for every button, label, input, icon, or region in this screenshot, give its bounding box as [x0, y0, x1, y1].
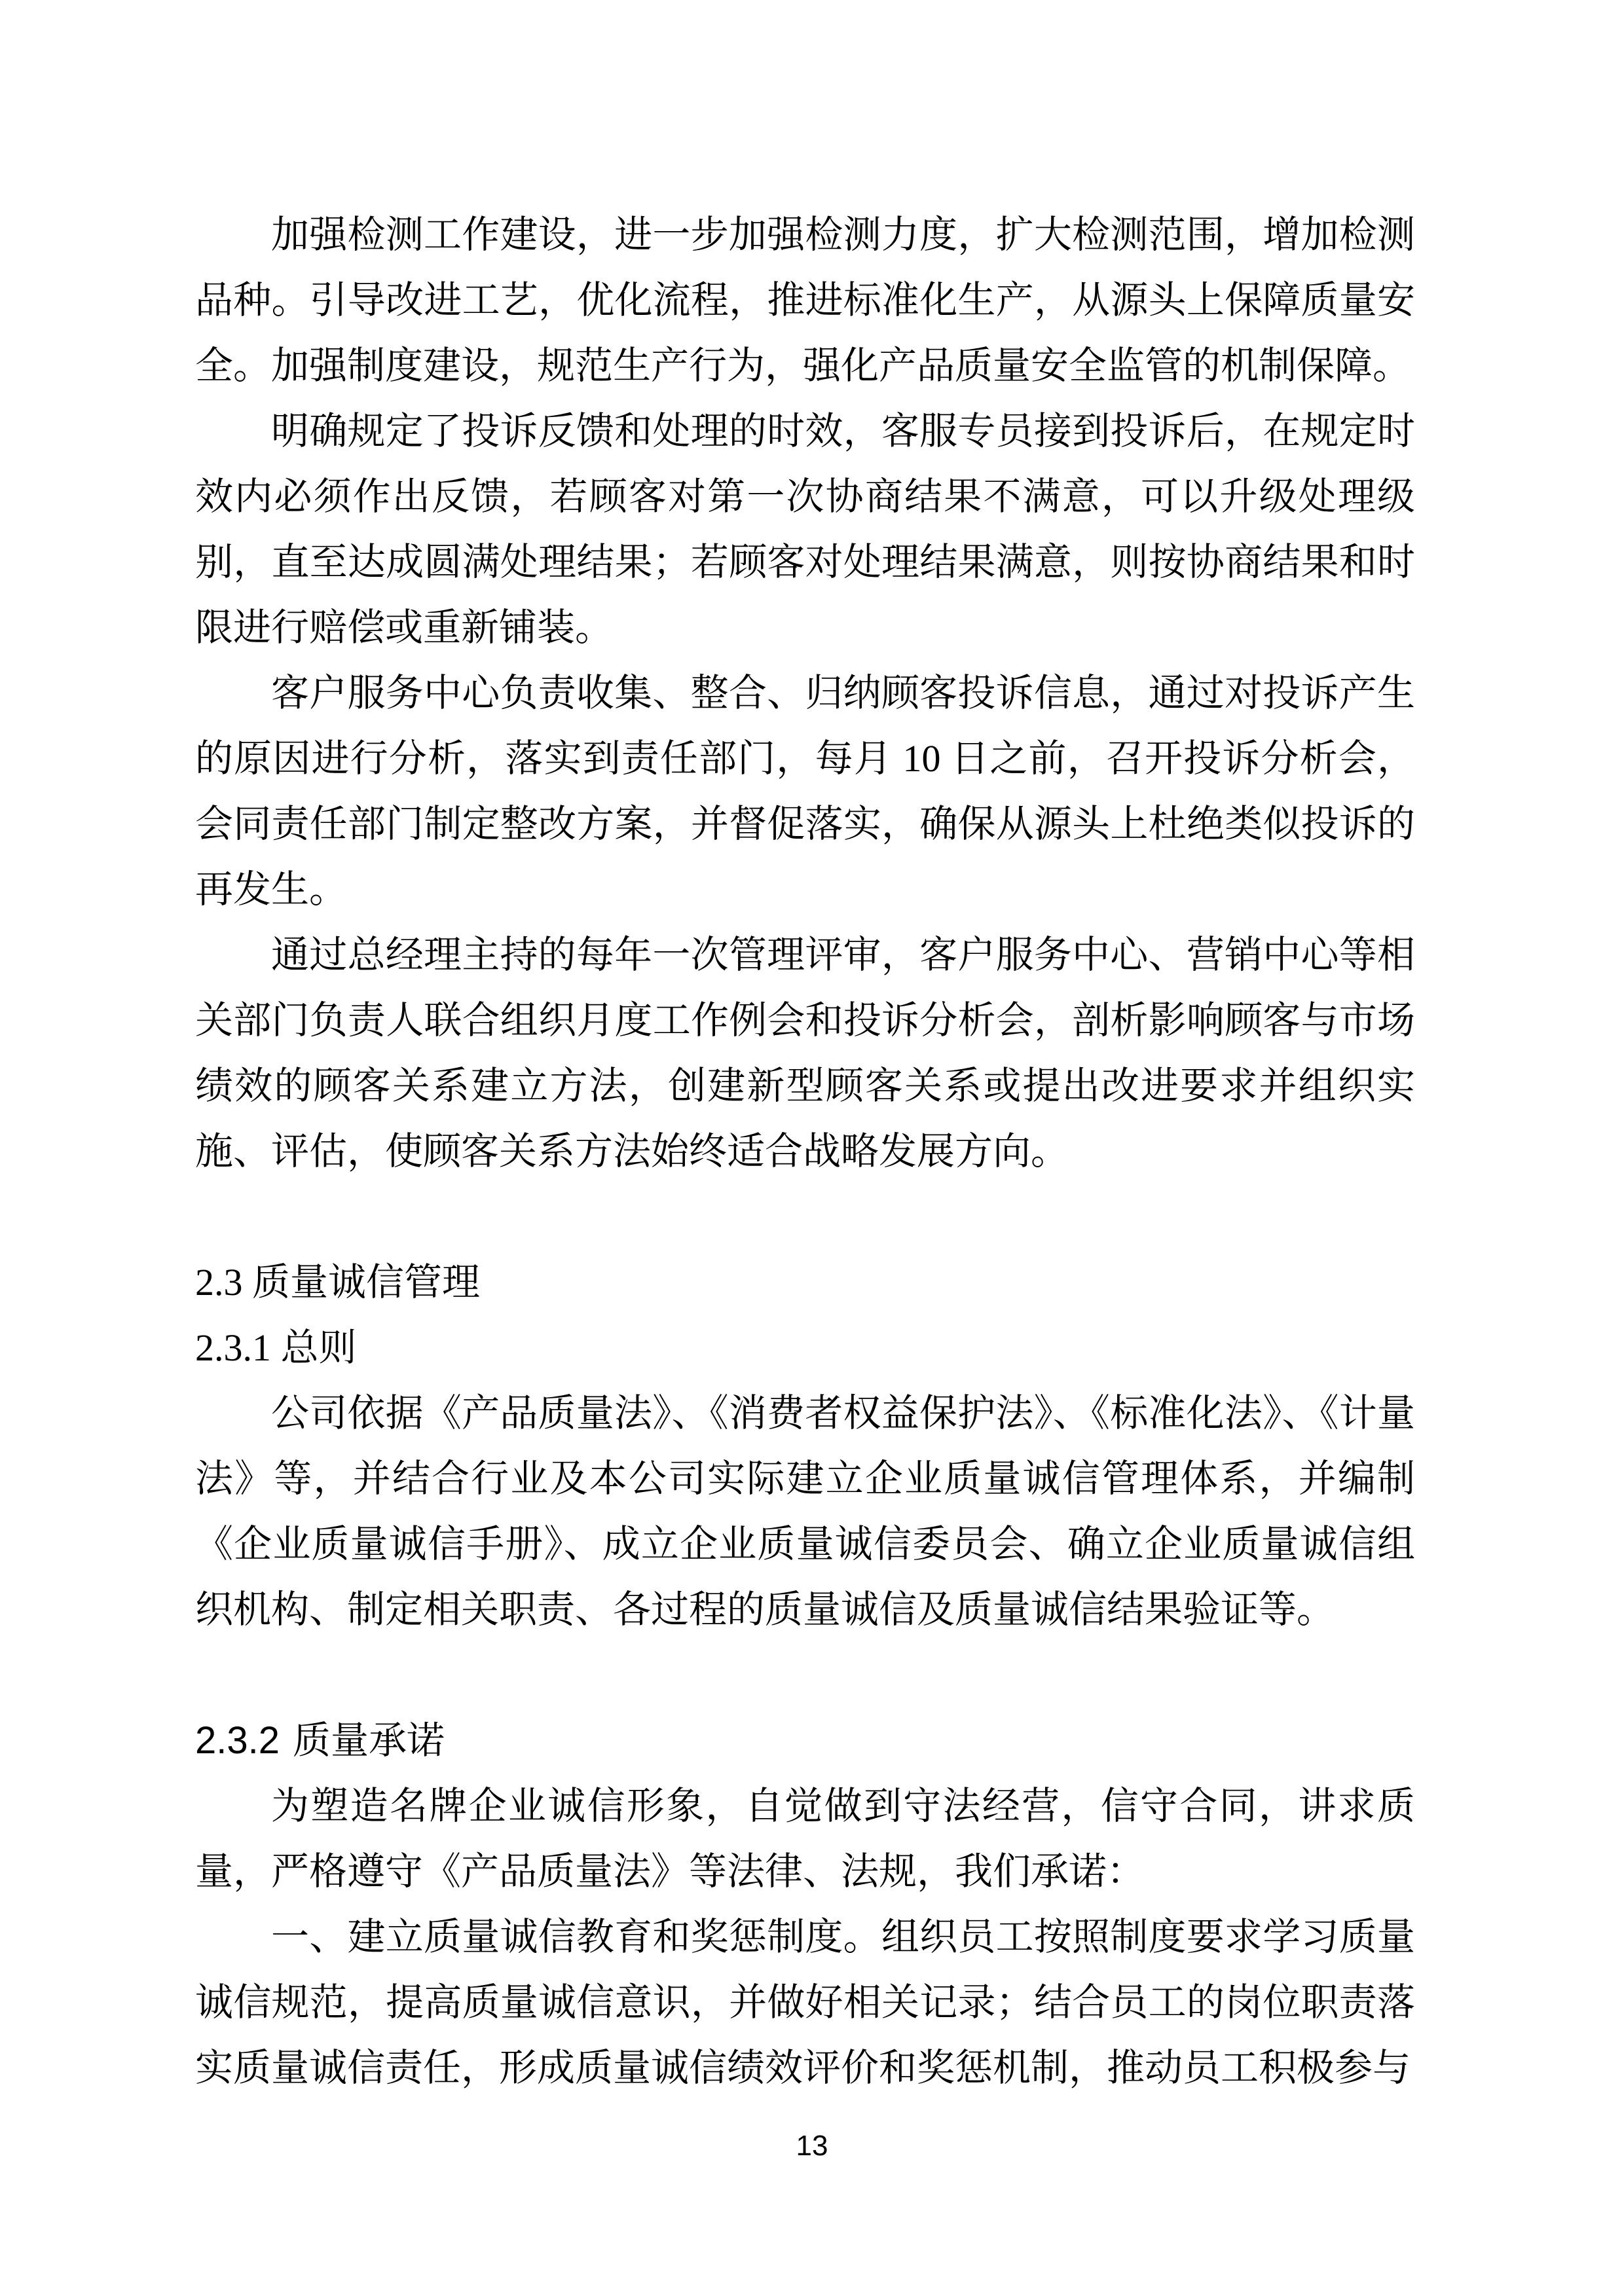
section-heading-2-3-2-number: 2.3.2 — [195, 1719, 280, 1762]
paragraph-pledge-item-one: 一、建立质量诚信教育和奖惩制度。组织员工按照制度要求学习质量诚信规范，提高质量诚信意识，并做好相关记录；结合员工的岗位职责落实质量诚信责任，形成质量诚信绩效评价和奖惩机制，推动员工积极参与 — [195, 1916, 1415, 2089]
paragraph-inspection-strengthening: 加强检测工作建设，进一步加强检测力度，扩大检测范围，增加检测品种。引导改进工艺，优化流程，推进标准化生产，从源头上保障质量安全。加强制度建设，规范生产行为，强化产品质量安全监管的机制保障。 — [195, 213, 1415, 387]
page-number: 13 — [796, 2130, 828, 2162]
paragraph-legal-basis: 公司依据《产品质量法》、《消费者权益保护法》、《标准化法》、《计量法》等，并结合行业及本公司实际建立企业质量诚信管理体系，并编制《企业质量诚信手册》、成立企业质量诚信委员会、确立企业质量诚信组织机构、制定相关职责、各过程的质量诚信及质量诚信结果验证等。 — [195, 1392, 1415, 1631]
paragraph-quality-pledge-intro: 为塑造名牌企业诚信形象，自觉做到守法经营，信守合同，讲求质量，严格遵守《产品质量法》等法律、法规，我们承诺： — [195, 1785, 1415, 1893]
section-heading-2-3-2-title: 质量承诺 — [293, 1719, 445, 1762]
paragraph-management-review: 通过总经理主持的每年一次管理评审，客户服务中心、营销中心等相关部门负责人联合组织月度工作例会和投诉分析会，剖析影响顾客与市场绩效的顾客关系建立方法，创建新型顾客关系或提出改进要求并组织实施、评估，使顾客关系方法始终适合战略发展方向。 — [195, 934, 1415, 1173]
paragraph-complaint-feedback-timeliness: 明确规定了投诉反馈和处理的时效，客服专员接到投诉后，在规定时效内必须作出反馈，若顾客对第一次协商结果不满意，可以升级处理级别，直至达成圆满处理结果；若顾客对处理结果满意，则按协商结果和时限进行赔偿或重新铺装。 — [195, 410, 1415, 649]
section-heading-2-3-2 — [195, 1708, 1415, 1774]
page-footer — [0, 2132, 1624, 2160]
paragraph-customer-service-center: 客户服务中心负责收集、整合、归纳顾客投诉信息，通过对投诉产生的原因进行分析，落实到责任部门，每月 10 日之前，召开投诉分析会，会同责任部门制定整改方案，并督促落实，确保从源头上杜绝类似投诉的再发生。 — [195, 672, 1415, 911]
page-body — [195, 202, 1415, 2101]
section-heading-2-3-1: 2.3.1 总则 — [195, 1326, 357, 1369]
section-heading-2-3: 2.3 质量诚信管理 — [195, 1261, 481, 1303]
